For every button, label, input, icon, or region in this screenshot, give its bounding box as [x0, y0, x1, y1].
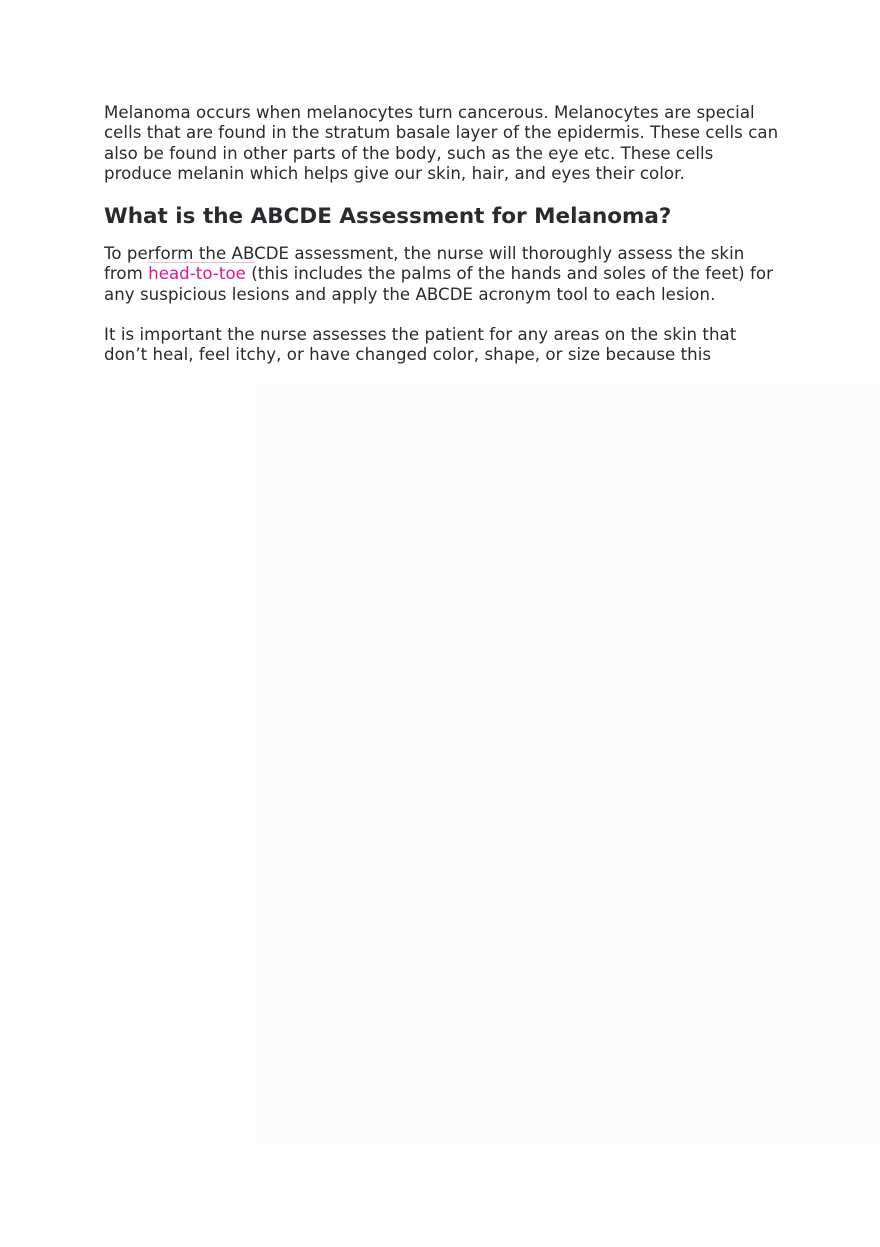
assessment-paragraph [104, 244, 784, 305]
head-to-toe-link[interactable]: head-to-toe [148, 264, 246, 284]
section-heading: What is the ABCDE Assessment for Melanoma? [104, 204, 672, 230]
underlined-text: rform the AB [147, 244, 255, 264]
assessment-text-middle: CDE assessment, the nurse will thoroughly assess the skin from [104, 244, 745, 284]
assessment-text-start: To pe [104, 244, 148, 264]
importance-paragraph: It is important the nurse assesses the patient for any areas on the skin that don’t heal, feel itchy, or have changed color, shape, or size because this [104, 325, 737, 365]
assessment-text-end: (this includes the palms of the hands and soles of the feet) for any suspicious lesions and apply the ABCDE acronym tool to each lesion. [104, 264, 773, 304]
page-shade [255, 385, 880, 1145]
article-body [104, 103, 784, 366]
intro-paragraph: Melanoma occurs when melanocytes turn cancerous. Melanocytes are special cells that are found in the stratum basale layer of the epidermis. These cells can also be found in other parts of the body, such as the eye etc. These cells produce melanin which helps give our skin, hair, and eyes their color. [104, 103, 779, 183]
